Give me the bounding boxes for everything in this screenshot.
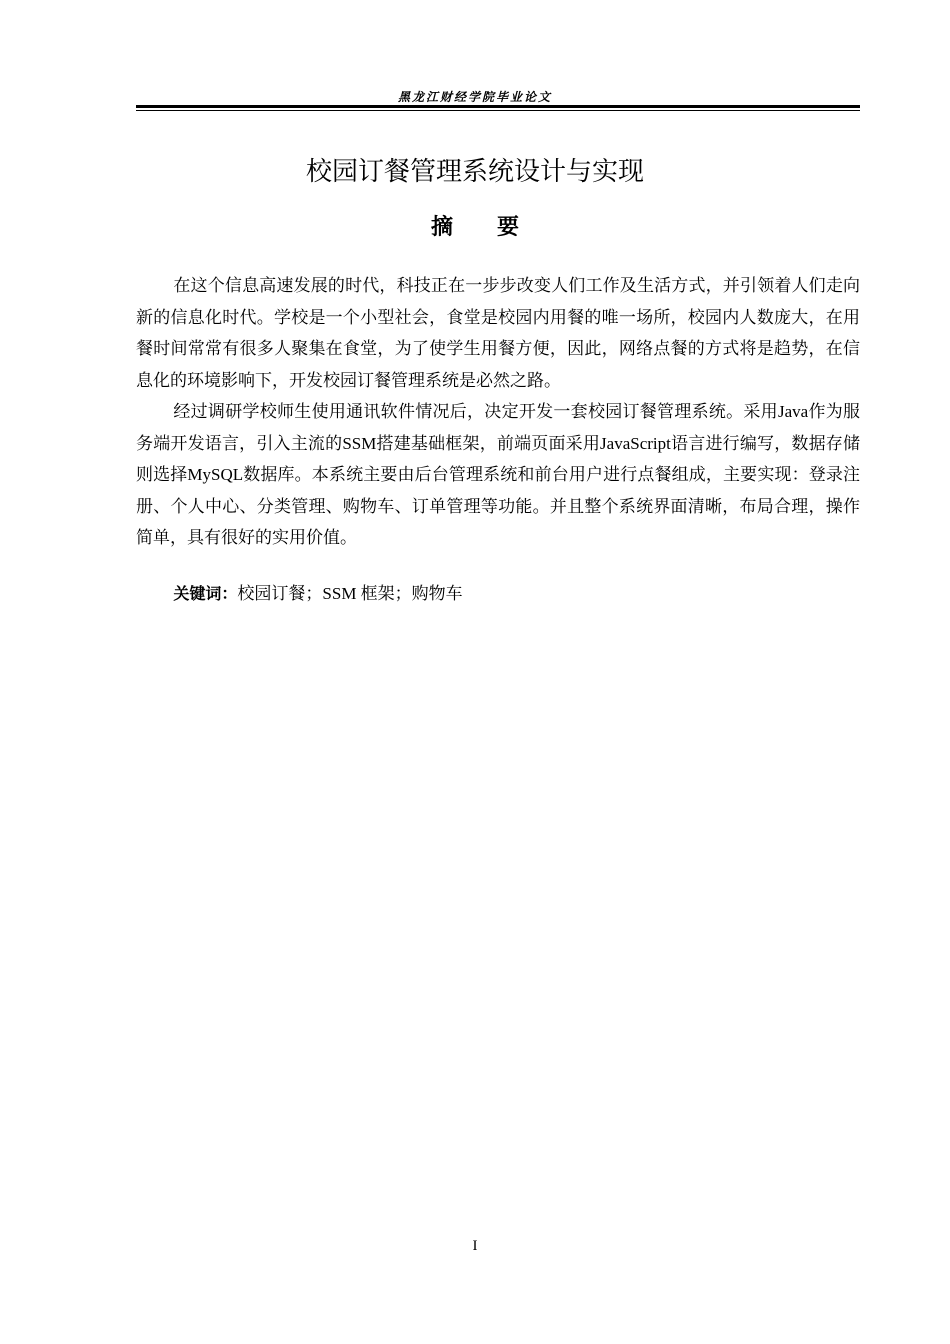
keywords-label: 关键词： <box>173 583 238 603</box>
keywords-text: 校园订餐；SSM 框架；购物车 <box>237 583 463 603</box>
page-number: I <box>472 1238 478 1254</box>
paper-title: 校园订餐管理系统设计与实现 <box>305 157 644 187</box>
header-rule-thick <box>136 105 860 108</box>
header-rule-thin <box>136 110 860 111</box>
running-header: 黑龙江财经学院毕业论文 <box>397 90 552 104</box>
abstract-body <box>136 270 860 609</box>
keywords-line <box>136 578 860 609</box>
abstract-heading: 摘要 <box>430 215 563 240</box>
abstract-paragraph-1: 在这个信息高速发展的时代，科技正在一步步改变人们工作及生活方式，并引领着人们走向新的信息化时代。学校是一个小型社会，食堂是校园内用餐的唯一场所，校园内人数庞大，在用餐时间常常有很多人聚集在食堂，为了使学生用餐方便，因此，网络点餐的方式将是趋势，在信息化的环境影响下，开发校园订餐管理系统是必然之路。 <box>136 276 860 390</box>
abstract-paragraph-2: 经过调研学校师生使用通讯软件情况后，决定开发一套校园订餐管理系统。采用Java作为服务端开发语言，引入主流的SSM搭建基础框架，前端页面采用JavaScript语言进行编写，数据存储则选择MySQL数据库。本系统主要由后台管理系统和前台用户进行点餐组成，主要实现：登录注册、个人中心、分类管理、购物车、订单管理等功能。并且整个系统界面清晰，布局合理，操作简单，具有很好的实用价值。 <box>136 402 860 547</box>
